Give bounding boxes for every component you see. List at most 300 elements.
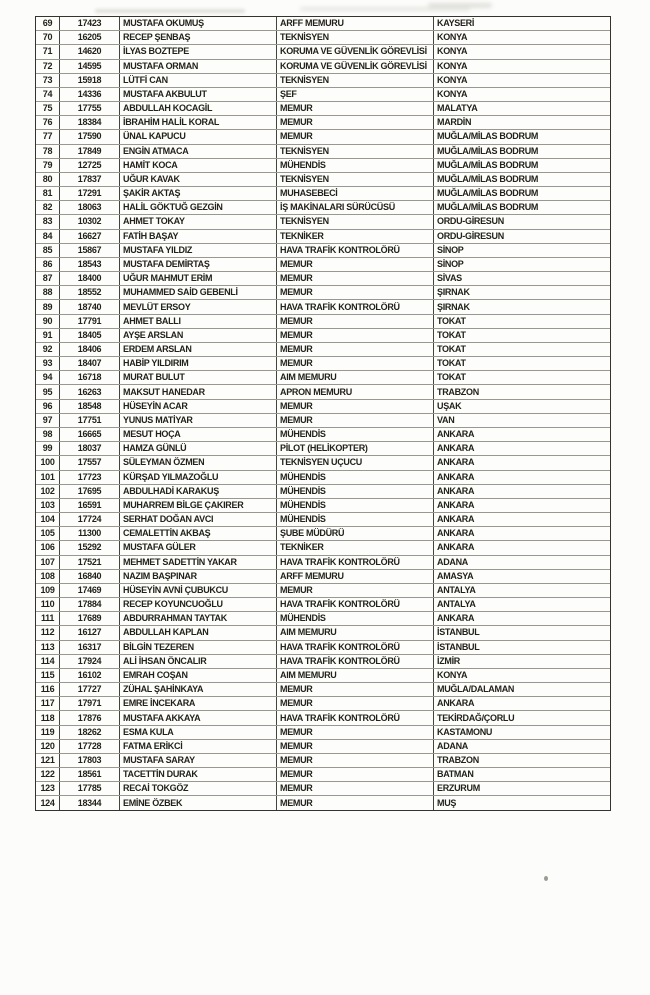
title-cell: MÜHENDİS <box>277 428 434 441</box>
row-number-cell: 108 <box>36 570 60 583</box>
table-row <box>36 598 610 612</box>
name-cell: HALİL GÖKTUĞ GEZGİN <box>120 201 277 214</box>
table-row <box>36 74 610 88</box>
city-cell: KAYSERİ <box>437 18 475 29</box>
table-row <box>36 230 610 244</box>
table-row <box>36 187 610 201</box>
title-cell: HAVA TRAFİK KONTROLÖRÜ <box>277 556 434 569</box>
city-cell: SİVAS <box>437 273 462 284</box>
registry-number-cell: 18548 <box>60 400 120 413</box>
table-row <box>36 626 610 640</box>
table-row <box>36 740 610 754</box>
table-row <box>36 286 610 300</box>
title-cell: HAVA TRAFİK KONTROLÖRÜ <box>277 641 434 654</box>
row-number-cell: 113 <box>36 641 60 654</box>
city-cell: ANKARA <box>437 514 475 525</box>
name-cell: İLYAS BOZTEPE <box>120 45 277 58</box>
name-cell: MURAT BULUT <box>120 371 277 384</box>
row-number-cell: 75 <box>36 102 60 115</box>
name-cell: RECEP KOYUNCUOĞLU <box>120 598 277 611</box>
name-cell: CEMALETTİN AKBAŞ <box>120 527 277 540</box>
table-row <box>36 258 610 272</box>
title-cell: TEKNİSYEN <box>277 74 434 87</box>
row-number-cell: 124 <box>36 796 60 809</box>
registry-number-cell: 16627 <box>60 230 120 243</box>
registry-number-cell: 17291 <box>60 187 120 200</box>
registry-number-cell: 17791 <box>60 315 120 328</box>
city-cell: TOKAT <box>437 372 466 383</box>
title-cell: TEKNİSYEN <box>277 145 434 158</box>
row-number-cell: 92 <box>36 343 60 356</box>
name-cell: TACETTİN DURAK <box>120 768 277 781</box>
table-row <box>36 145 610 159</box>
row-number-cell: 106 <box>36 541 60 554</box>
row-number-cell: 82 <box>36 201 60 214</box>
table-row <box>36 31 610 45</box>
city-cell: BATMAN <box>437 769 474 780</box>
city-cell: ŞIRNAK <box>437 301 470 312</box>
city-cell: KONYA <box>437 46 468 57</box>
table-row <box>36 683 610 697</box>
name-cell: HÜSEYİN AVNİ ÇUBUKCU <box>120 584 277 597</box>
table-row <box>36 527 610 541</box>
title-cell: TEKNİKER <box>277 230 434 243</box>
city-cell: TRABZON <box>437 755 479 766</box>
city-cell: KASTAMONU <box>437 726 493 737</box>
title-cell: ŞUBE MÜDÜRÜ <box>277 527 434 540</box>
row-number-cell: 112 <box>36 626 60 639</box>
row-number-cell: 89 <box>36 300 60 313</box>
scan-smudge-artifact <box>95 9 245 13</box>
registry-number-cell: 14620 <box>60 45 120 58</box>
title-cell: MEMUR <box>277 400 434 413</box>
row-number-cell: 123 <box>36 782 60 795</box>
title-cell: AIM MEMURU <box>277 669 434 682</box>
city-cell: KONYA <box>437 88 468 99</box>
registry-number-cell: 17469 <box>60 584 120 597</box>
city-cell: MUĞLA/MİLAS BODRUM <box>437 188 539 199</box>
title-cell: HAVA TRAFİK KONTROLÖRÜ <box>277 300 434 313</box>
registry-number-cell: 15292 <box>60 541 120 554</box>
title-cell: APRON MEMURU <box>277 385 434 398</box>
registry-number-cell: 18037 <box>60 442 120 455</box>
row-number-cell: 77 <box>36 130 60 143</box>
title-cell: MEMUR <box>277 258 434 271</box>
name-cell: UĞUR MAHMUT ERİM <box>120 272 277 285</box>
scan-speck-artifact <box>544 876 548 881</box>
table-row <box>36 88 610 102</box>
row-number-cell: 100 <box>36 456 60 469</box>
city-cell: MUĞLA/MİLAS BODRUM <box>437 202 539 213</box>
table-row <box>36 485 610 499</box>
registry-number-cell: 16591 <box>60 499 120 512</box>
name-cell: SÜLEYMAN ÖZMEN <box>120 456 277 469</box>
registry-number-cell: 17521 <box>60 556 120 569</box>
row-number-cell: 122 <box>36 768 60 781</box>
row-number-cell: 119 <box>36 726 60 739</box>
city-cell: MUĞLA/MİLAS BODRUM <box>437 145 539 156</box>
table-row <box>36 215 610 229</box>
city-cell: UŞAK <box>437 400 462 411</box>
table-row <box>36 796 610 809</box>
table-row <box>36 754 610 768</box>
table-row <box>36 315 610 329</box>
row-number-cell: 102 <box>36 485 60 498</box>
name-cell: ŞAKİR AKTAŞ <box>120 187 277 200</box>
name-cell: RECAİ TOKGÖZ <box>120 782 277 795</box>
name-cell: ABDULLAH KAPLAN <box>120 626 277 639</box>
title-cell: MEMUR <box>277 754 434 767</box>
title-cell: MÜHENDİS <box>277 159 434 172</box>
table-row <box>36 782 610 796</box>
table-row <box>36 159 610 173</box>
city-cell: ANKARA <box>437 443 475 454</box>
personnel-table <box>35 16 611 811</box>
registry-number-cell: 17723 <box>60 471 120 484</box>
row-number-cell: 74 <box>36 88 60 101</box>
name-cell: HAMİT KOCA <box>120 159 277 172</box>
city-cell: KONYA <box>437 74 468 85</box>
row-number-cell: 90 <box>36 315 60 328</box>
title-cell: MEMUR <box>277 697 434 710</box>
city-cell: MUĞLA/MİLAS BODRUM <box>437 131 539 142</box>
title-cell: ARFF MEMURU <box>277 570 434 583</box>
row-number-cell: 101 <box>36 471 60 484</box>
table-row <box>36 300 610 314</box>
registry-number-cell: 18543 <box>60 258 120 271</box>
city-cell: İSTANBUL <box>437 627 480 638</box>
table-row <box>36 357 610 371</box>
name-cell: EMRAH COŞAN <box>120 669 277 682</box>
name-cell: AHMET BALLI <box>120 315 277 328</box>
row-number-cell: 111 <box>36 612 60 625</box>
title-cell: MEMUR <box>277 740 434 753</box>
row-number-cell: 73 <box>36 74 60 87</box>
name-cell: FATMA ERİKCİ <box>120 740 277 753</box>
table-row <box>36 60 610 74</box>
registry-number-cell: 17785 <box>60 782 120 795</box>
row-number-cell: 120 <box>36 740 60 753</box>
city-cell: İZMİR <box>437 655 460 666</box>
title-cell: MEMUR <box>277 315 434 328</box>
row-number-cell: 88 <box>36 286 60 299</box>
title-cell: AIM MEMURU <box>277 626 434 639</box>
name-cell: MUSTAFA ORMAN <box>120 60 277 73</box>
table-row <box>36 173 610 187</box>
name-cell: MUHAMMED SAİD GEBENLİ <box>120 286 277 299</box>
registry-number-cell: 18552 <box>60 286 120 299</box>
scan-smudge-artifact <box>300 7 470 11</box>
row-number-cell: 114 <box>36 655 60 668</box>
row-number-cell: 109 <box>36 584 60 597</box>
name-cell: MUSTAFA DEMİRTAŞ <box>120 258 277 271</box>
title-cell: MEMUR <box>277 584 434 597</box>
title-cell: MÜHENDİS <box>277 471 434 484</box>
table-row <box>36 768 610 782</box>
table-row <box>36 102 610 116</box>
title-cell: ŞEF <box>277 88 434 101</box>
name-cell: MEVLÜT ERSOY <box>120 300 277 313</box>
registry-number-cell: 17557 <box>60 456 120 469</box>
row-number-cell: 104 <box>36 513 60 526</box>
registry-number-cell: 18384 <box>60 116 120 129</box>
row-number-cell: 71 <box>36 45 60 58</box>
registry-number-cell: 17803 <box>60 754 120 767</box>
title-cell: MEMUR <box>277 357 434 370</box>
registry-number-cell: 16205 <box>60 31 120 44</box>
row-number-cell: 69 <box>36 17 60 30</box>
row-number-cell: 95 <box>36 385 60 398</box>
table-row <box>36 130 610 144</box>
name-cell: FATİH BAŞAY <box>120 230 277 243</box>
title-cell: MEMUR <box>277 116 434 129</box>
row-number-cell: 79 <box>36 159 60 172</box>
name-cell: ABDURRAHMAN TAYTAK <box>120 612 277 625</box>
city-cell: MUĞLA/DALAMAN <box>437 684 515 695</box>
city-cell: ANKARA <box>437 613 475 624</box>
row-number-cell: 116 <box>36 683 60 696</box>
title-cell: MÜHENDİS <box>277 513 434 526</box>
name-cell: RECEP ŞENBAŞ <box>120 31 277 44</box>
registry-number-cell: 17876 <box>60 711 120 724</box>
city-cell: ANKARA <box>437 499 475 510</box>
title-cell: AIM MEMURU <box>277 371 434 384</box>
name-cell: HÜSEYİN ACAR <box>120 400 277 413</box>
name-cell: MUSTAFA GÜLER <box>120 541 277 554</box>
name-cell: MUHARREM BİLGE ÇAKIRER <box>120 499 277 512</box>
name-cell: LÜTFİ CAN <box>120 74 277 87</box>
title-cell: MEMUR <box>277 796 434 809</box>
registry-number-cell: 14595 <box>60 60 120 73</box>
city-cell: ANTALYA <box>437 584 476 595</box>
city-cell: ORDU-GİRESUN <box>437 230 504 241</box>
table-row <box>36 556 610 570</box>
title-cell: İŞ MAKİNALARI SÜRÜCÜSÜ <box>277 201 434 214</box>
city-cell: TOKAT <box>437 358 466 369</box>
city-cell: ADANA <box>437 556 468 567</box>
name-cell: İBRAHİM HALİL KORAL <box>120 116 277 129</box>
city-cell: ŞIRNAK <box>437 287 470 298</box>
registry-number-cell: 15918 <box>60 74 120 87</box>
table-row <box>36 570 610 584</box>
title-cell: MEMUR <box>277 782 434 795</box>
registry-number-cell: 16127 <box>60 626 120 639</box>
table-row <box>36 201 610 215</box>
registry-number-cell: 18344 <box>60 796 120 809</box>
table-row <box>36 513 610 527</box>
table-row <box>36 655 610 669</box>
name-cell: MUSTAFA OKUMUŞ <box>120 17 277 30</box>
row-number-cell: 87 <box>36 272 60 285</box>
title-cell: MÜHENDİS <box>277 612 434 625</box>
name-cell: ENGİN ATMACA <box>120 145 277 158</box>
city-cell: MUĞLA/MİLAS BODRUM <box>437 159 539 170</box>
table-row <box>36 726 610 740</box>
registry-number-cell: 18405 <box>60 329 120 342</box>
name-cell: MUSTAFA AKKAYA <box>120 711 277 724</box>
city-cell: ANKARA <box>437 542 475 553</box>
row-number-cell: 115 <box>36 669 60 682</box>
table-row <box>36 244 610 258</box>
registry-number-cell: 10302 <box>60 215 120 228</box>
title-cell: MEMUR <box>277 683 434 696</box>
table-row <box>36 414 610 428</box>
name-cell: SERHAT DOĞAN AVCI <box>120 513 277 526</box>
city-cell: ORDU-GİRESUN <box>437 216 504 227</box>
name-cell: YUNUS MATİYAR <box>120 414 277 427</box>
table-row <box>36 272 610 286</box>
registry-number-cell: 16840 <box>60 570 120 583</box>
title-cell: HAVA TRAFİK KONTROLÖRÜ <box>277 711 434 724</box>
name-cell: ZÜHAL ŞAHİNKAYA <box>120 683 277 696</box>
row-number-cell: 97 <box>36 414 60 427</box>
title-cell: MEMUR <box>277 414 434 427</box>
city-cell: TRABZON <box>437 386 479 397</box>
registry-number-cell: 11300 <box>60 527 120 540</box>
table-row <box>36 456 610 470</box>
city-cell: AMASYA <box>437 570 474 581</box>
name-cell: MAKSUT HANEDAR <box>120 385 277 398</box>
city-cell: MUŞ <box>437 797 457 808</box>
title-cell: MEMUR <box>277 343 434 356</box>
registry-number-cell: 17695 <box>60 485 120 498</box>
city-cell: TOKAT <box>437 344 466 355</box>
registry-number-cell: 16317 <box>60 641 120 654</box>
registry-number-cell: 17849 <box>60 145 120 158</box>
name-cell: MESUT HOÇA <box>120 428 277 441</box>
name-cell: HAMZA GÜNLÜ <box>120 442 277 455</box>
title-cell: MEMUR <box>277 102 434 115</box>
name-cell: BİLGİN TEZEREN <box>120 641 277 654</box>
name-cell: EMİNE ÖZBEK <box>120 796 277 809</box>
name-cell: HABİP YILDIRIM <box>120 357 277 370</box>
city-cell: ANKARA <box>437 457 475 468</box>
row-number-cell: 98 <box>36 428 60 441</box>
registry-number-cell: 16102 <box>60 669 120 682</box>
table-row <box>36 116 610 130</box>
city-cell: KONYA <box>437 60 468 71</box>
title-cell: MÜHENDİS <box>277 485 434 498</box>
registry-number-cell: 18407 <box>60 357 120 370</box>
table-row <box>36 329 610 343</box>
table-row <box>36 385 610 399</box>
registry-number-cell: 18740 <box>60 300 120 313</box>
name-cell: EMRE İNCEKARA <box>120 697 277 710</box>
city-cell: ANKARA <box>437 471 475 482</box>
name-cell: AYŞE ARSLAN <box>120 329 277 342</box>
registry-number-cell: 12725 <box>60 159 120 172</box>
registry-number-cell: 17727 <box>60 683 120 696</box>
row-number-cell: 99 <box>36 442 60 455</box>
registry-number-cell: 14336 <box>60 88 120 101</box>
row-number-cell: 105 <box>36 527 60 540</box>
city-cell: ADANA <box>437 740 468 751</box>
city-cell: ERZURUM <box>437 783 480 794</box>
name-cell: MUSTAFA AKBULUT <box>120 88 277 101</box>
row-number-cell: 76 <box>36 116 60 129</box>
row-number-cell: 103 <box>36 499 60 512</box>
table-row <box>36 371 610 385</box>
title-cell: TEKNİSYEN <box>277 215 434 228</box>
row-number-cell: 84 <box>36 230 60 243</box>
registry-number-cell: 17924 <box>60 655 120 668</box>
title-cell: MUHASEBECİ <box>277 187 434 200</box>
registry-number-cell: 16718 <box>60 371 120 384</box>
row-number-cell: 96 <box>36 400 60 413</box>
name-cell: MEHMET SADETTİN YAKAR <box>120 556 277 569</box>
registry-number-cell: 17971 <box>60 697 120 710</box>
table-row <box>36 400 610 414</box>
registry-number-cell: 17728 <box>60 740 120 753</box>
registry-number-cell: 15867 <box>60 244 120 257</box>
table-row <box>36 442 610 456</box>
city-cell: KONYA <box>437 669 468 680</box>
row-number-cell: 81 <box>36 187 60 200</box>
table-row <box>36 584 610 598</box>
row-number-cell: 72 <box>36 60 60 73</box>
city-cell: SİNOP <box>437 244 464 255</box>
registry-number-cell: 17837 <box>60 173 120 186</box>
city-cell: ANKARA <box>437 698 475 709</box>
city-cell: TEKİRDAĞ/ÇORLU <box>437 712 515 723</box>
registry-number-cell: 17755 <box>60 102 120 115</box>
title-cell: HAVA TRAFİK KONTROLÖRÜ <box>277 598 434 611</box>
row-number-cell: 121 <box>36 754 60 767</box>
table-row <box>36 711 610 725</box>
registry-number-cell: 18400 <box>60 272 120 285</box>
row-number-cell: 80 <box>36 173 60 186</box>
table-row <box>36 697 610 711</box>
name-cell: MUSTAFA SARAY <box>120 754 277 767</box>
title-cell: HAVA TRAFİK KONTROLÖRÜ <box>277 244 434 257</box>
title-cell: MÜHENDİS <box>277 499 434 512</box>
row-number-cell: 93 <box>36 357 60 370</box>
title-cell: ARFF MEMURU <box>277 17 434 30</box>
city-cell: İSTANBUL <box>437 641 480 652</box>
city-cell: MALATYA <box>437 103 478 114</box>
name-cell: MUSTAFA YILDIZ <box>120 244 277 257</box>
city-cell: TOKAT <box>437 329 466 340</box>
title-cell: KORUMA VE GÜVENLİK GÖREVLİSİ <box>277 45 434 58</box>
row-number-cell: 86 <box>36 258 60 271</box>
name-cell: ERDEM ARSLAN <box>120 343 277 356</box>
row-number-cell: 85 <box>36 244 60 257</box>
table-row <box>36 541 610 555</box>
registry-number-cell: 17423 <box>60 17 120 30</box>
city-cell: VAN <box>437 414 455 425</box>
title-cell: TEKNİKER <box>277 541 434 554</box>
city-cell: ANKARA <box>437 429 475 440</box>
name-cell: ALİ İHSAN ÖNCALIR <box>120 655 277 668</box>
title-cell: TEKNİSYEN <box>277 31 434 44</box>
city-cell: ANKARA <box>437 528 475 539</box>
table-row <box>36 641 610 655</box>
city-cell: SİNOP <box>437 259 464 269</box>
scan-smudge-artifact <box>428 3 492 8</box>
name-cell: ESMA KULA <box>120 726 277 739</box>
row-number-cell: 118 <box>36 711 60 724</box>
name-cell: AHMET TOKAY <box>120 215 277 228</box>
row-number-cell: 91 <box>36 329 60 342</box>
name-cell: ABDULLAH KOCAGİL <box>120 102 277 115</box>
name-cell: ABDULHADİ KARAKUŞ <box>120 485 277 498</box>
name-cell: ÜNAL KAPUCU <box>120 130 277 143</box>
table-row <box>36 343 610 357</box>
name-cell: NAZIM BAŞPINAR <box>120 570 277 583</box>
registry-number-cell: 17689 <box>60 612 120 625</box>
title-cell: MEMUR <box>277 272 434 285</box>
title-cell: MEMUR <box>277 726 434 739</box>
